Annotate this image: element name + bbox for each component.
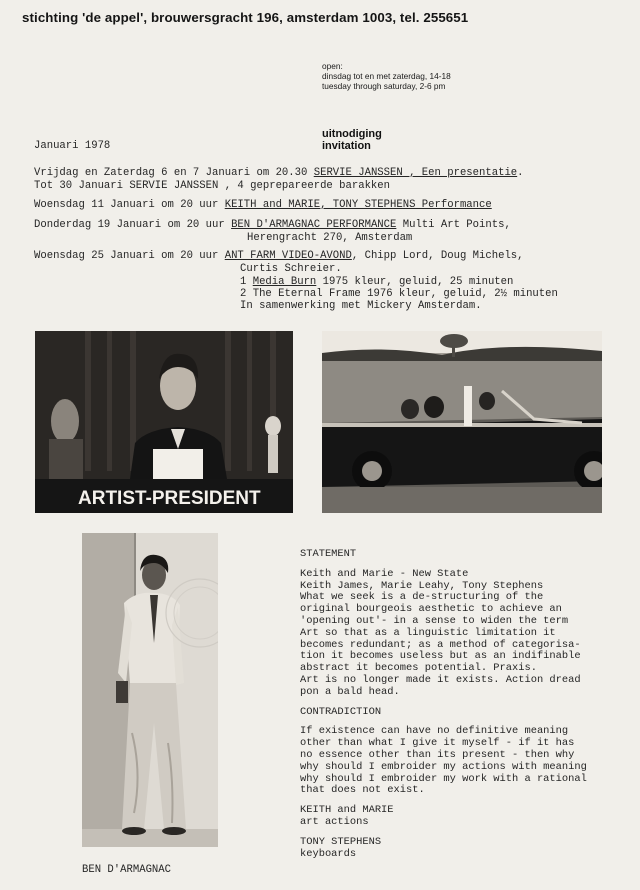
ben-darmagnac-photo	[82, 533, 218, 847]
event-text: Donderdag 19 Januari om 20 uur	[34, 219, 232, 231]
statement-line: What we seek is a de-structuring of the	[300, 591, 544, 604]
statement-line: Art is no longer made it exists. Action dread	[300, 673, 581, 686]
motorcade-image	[322, 331, 602, 513]
program-date: Januari 1978	[34, 140, 111, 152]
contradiction-line: no essence other than its present - then why	[300, 748, 575, 761]
statement-line: becomes redundant; as a method of categorisa-	[300, 638, 581, 651]
contradiction-line: other than what I give it myself - if it has	[300, 737, 575, 750]
event-servie-janssen-exhibition: Tot 30 Januari SERVIE JANSSEN , 4 geprepareerde barakken	[34, 180, 391, 192]
portrait-caption: BEN D'ARMAGNAC	[82, 864, 172, 876]
letterhead-address: stichting 'de appel', brouwersgracht 196, amsterdam 1003, tel. 255651	[22, 10, 469, 25]
contradiction-line: why should I embroider my actions with meaning	[300, 760, 587, 773]
event-ant-farm-film-1	[240, 276, 513, 289]
event-ant-farm-members: Curtis Schreier.	[240, 263, 342, 275]
contradiction-line: why should I embroider my work with a rational	[300, 772, 587, 785]
invitation-title	[322, 128, 382, 152]
event-text: Woensdag 25 Januari om 20 uur	[34, 250, 225, 262]
event-title: SERVIE JANSSEN , Een presentatie	[313, 167, 518, 179]
event-text: 1	[240, 276, 253, 288]
event-ben-darmagnac-venue: Herengracht 270, Amsterdam	[247, 232, 413, 244]
event-ant-farm-partner: In samenwerking met Mickery Amsterdam.	[240, 300, 482, 312]
event-text: , Chipp Lord, Doug Michels,	[351, 250, 524, 262]
artist-president-caption: ARTIST-PRESIDENT	[78, 488, 261, 509]
statement-line: Keith James, Marie Leahy, Tony Stephens	[300, 579, 544, 592]
event-text: 1975 kleur, geluid, 25 minuten	[316, 276, 514, 288]
contradiction-line: that does not exist.	[300, 784, 425, 797]
artist-president-photo	[35, 331, 293, 513]
credit-keith-marie-name: KEITH and MARIE	[300, 804, 394, 817]
statement-block	[300, 549, 587, 860]
invitation-title-english: invitation	[322, 140, 371, 152]
opening-hours	[322, 61, 451, 91]
statement-line: abstract it becomes potential. Praxis.	[300, 662, 537, 675]
event-title: ANT FARM VIDEO-AVOND	[224, 250, 352, 262]
event-text: Multi Art Points,	[396, 219, 511, 231]
artist-president-image	[35, 331, 293, 513]
event-servie-janssen	[34, 167, 524, 180]
event-ant-farm-film-2: 2 The Eternal Frame 1976 kleur, geluid, 2½ minuten	[240, 288, 558, 300]
credit-keith-marie-role: art actions	[300, 815, 369, 828]
opening-hours-english: tuesday through saturday, 2-6 pm	[322, 81, 446, 91]
credit-tony-stephens-name: TONY STEPHENS	[300, 835, 382, 848]
event-ant-farm	[34, 250, 524, 263]
event-ben-darmagnac	[34, 219, 511, 232]
opening-label: open:	[322, 61, 343, 71]
event-text: .	[517, 167, 524, 179]
statement-line: Art so that as a linguistic limitation it	[300, 626, 556, 639]
statement-line: 'opening out'- in a sense to widen the term	[300, 614, 569, 627]
contradiction-heading: CONTRADICTION	[300, 705, 382, 718]
statement-line: original bourgeois aesthetic to achieve an	[300, 603, 562, 616]
statement-line: Keith and Marie - New State	[300, 567, 469, 580]
event-keith-marie	[34, 199, 492, 212]
event-title: KEITH and MARIE, TONY STEPHENS Performance	[224, 199, 492, 211]
motorcade-photo	[322, 331, 602, 513]
event-title: BEN D'ARMAGNAC PERFORMANCE	[231, 219, 397, 231]
event-text: Vrijdag en Zaterdag 6 en 7 Januari om 20.30	[34, 167, 314, 179]
credit-tony-stephens-role: keyboards	[300, 847, 357, 860]
statement-line: pon a bald head.	[300, 685, 400, 698]
event-text: Woensdag 11 Januari om 20 uur	[34, 199, 225, 211]
ben-darmagnac-image	[82, 533, 218, 847]
event-title: Media Burn	[252, 276, 317, 288]
opening-hours-dutch: dinsdag tot en met zaterdag, 14-18	[322, 71, 451, 81]
contradiction-line: If existence can have no definitive meaning	[300, 725, 569, 738]
invitation-title-dutch: uitnodiging	[322, 128, 382, 140]
statement-line: tion it becomes useless but as an indifinable	[300, 650, 581, 663]
statement-heading: STATEMENT	[300, 548, 357, 560]
